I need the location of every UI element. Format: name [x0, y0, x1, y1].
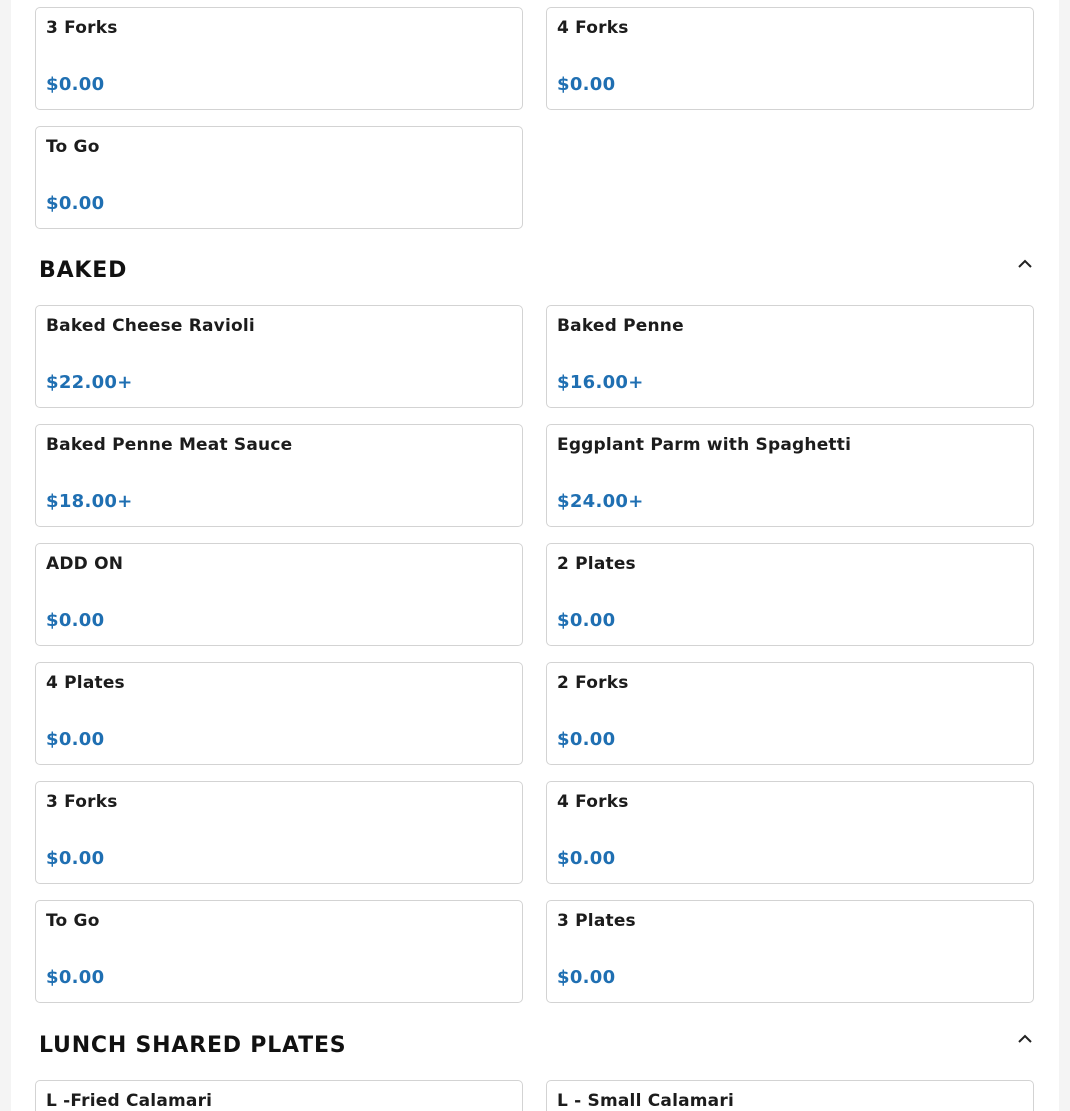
menu-item-name: Baked Penne Meat Sauce	[46, 435, 293, 455]
section-header-baked[interactable]	[39, 253, 1034, 287]
menu-item-price: $16.00+	[557, 372, 644, 393]
menu-item-name: L - Small Calamari	[557, 1091, 734, 1111]
menu-item-card[interactable]	[35, 900, 523, 1003]
chevron-up-icon[interactable]	[1016, 255, 1034, 273]
menu-item-card[interactable]	[546, 900, 1034, 1003]
menu-item-name: 2 Forks	[557, 673, 629, 693]
menu-item-name: To Go	[46, 911, 100, 931]
menu-item-name: To Go	[46, 137, 100, 157]
menu-item-card[interactable]	[35, 126, 523, 229]
menu-item-price: $0.00	[46, 848, 105, 869]
menu-item-price: $0.00	[557, 74, 616, 95]
menu-item-price: $0.00	[46, 967, 105, 988]
menu-item-card[interactable]	[546, 781, 1034, 884]
menu-item-price: $0.00	[46, 729, 105, 750]
menu-item-name: Baked Penne	[557, 316, 684, 336]
menu-item-price: $0.00	[557, 610, 616, 631]
menu-item-card[interactable]	[546, 7, 1034, 110]
menu-item-name: Eggplant Parm with Spaghetti	[557, 435, 852, 455]
menu-item-card[interactable]	[546, 305, 1034, 408]
menu-item-name: 4 Plates	[46, 673, 125, 693]
menu-item-card[interactable]	[35, 305, 523, 408]
menu-item-card[interactable]	[35, 7, 523, 110]
menu-item-price: $0.00	[557, 848, 616, 869]
menu-item-price: $0.00	[46, 610, 105, 631]
menu-items-grid-lunch-shared-plates	[35, 1080, 1034, 1111]
menu-item-price: $18.00+	[46, 491, 133, 512]
menu-item-name: 2 Plates	[557, 554, 636, 574]
menu-item-card[interactable]	[35, 424, 523, 527]
menu-item-card[interactable]	[35, 662, 523, 765]
menu-items-grid-top	[35, 7, 1034, 229]
menu-item-name: 3 Forks	[46, 18, 118, 38]
menu-item-name: 4 Forks	[557, 18, 629, 38]
menu-item-price: $0.00	[557, 967, 616, 988]
menu-item-price: $22.00+	[46, 372, 133, 393]
menu-item-price: $0.00	[46, 193, 105, 214]
section-title: BAKED	[39, 257, 128, 283]
menu-page	[11, 0, 1059, 1111]
menu-item-name: 4 Forks	[557, 792, 629, 812]
menu-item-name: 3 Forks	[46, 792, 118, 812]
menu-item-card[interactable]	[35, 543, 523, 646]
section-header-lunch-shared-plates[interactable]	[39, 1028, 1034, 1062]
section-title: LUNCH SHARED PLATES	[39, 1032, 347, 1058]
menu-item-name: L -Fried Calamari	[46, 1091, 213, 1111]
menu-item-price: $0.00	[46, 74, 105, 95]
menu-item-card[interactable]	[35, 781, 523, 884]
menu-item-price: $0.00	[557, 729, 616, 750]
menu-item-card[interactable]	[546, 424, 1034, 527]
menu-item-card[interactable]	[546, 543, 1034, 646]
menu-item-card[interactable]	[546, 662, 1034, 765]
menu-item-price: $24.00+	[557, 491, 644, 512]
menu-item-card[interactable]	[546, 1080, 1034, 1111]
menu-item-name: Baked Cheese Ravioli	[46, 316, 255, 336]
menu-items-grid-baked	[35, 305, 1034, 1003]
chevron-up-icon[interactable]	[1016, 1030, 1034, 1048]
menu-item-name: 3 Plates	[557, 911, 636, 931]
menu-item-name: ADD ON	[46, 554, 124, 574]
menu-item-card[interactable]	[35, 1080, 523, 1111]
